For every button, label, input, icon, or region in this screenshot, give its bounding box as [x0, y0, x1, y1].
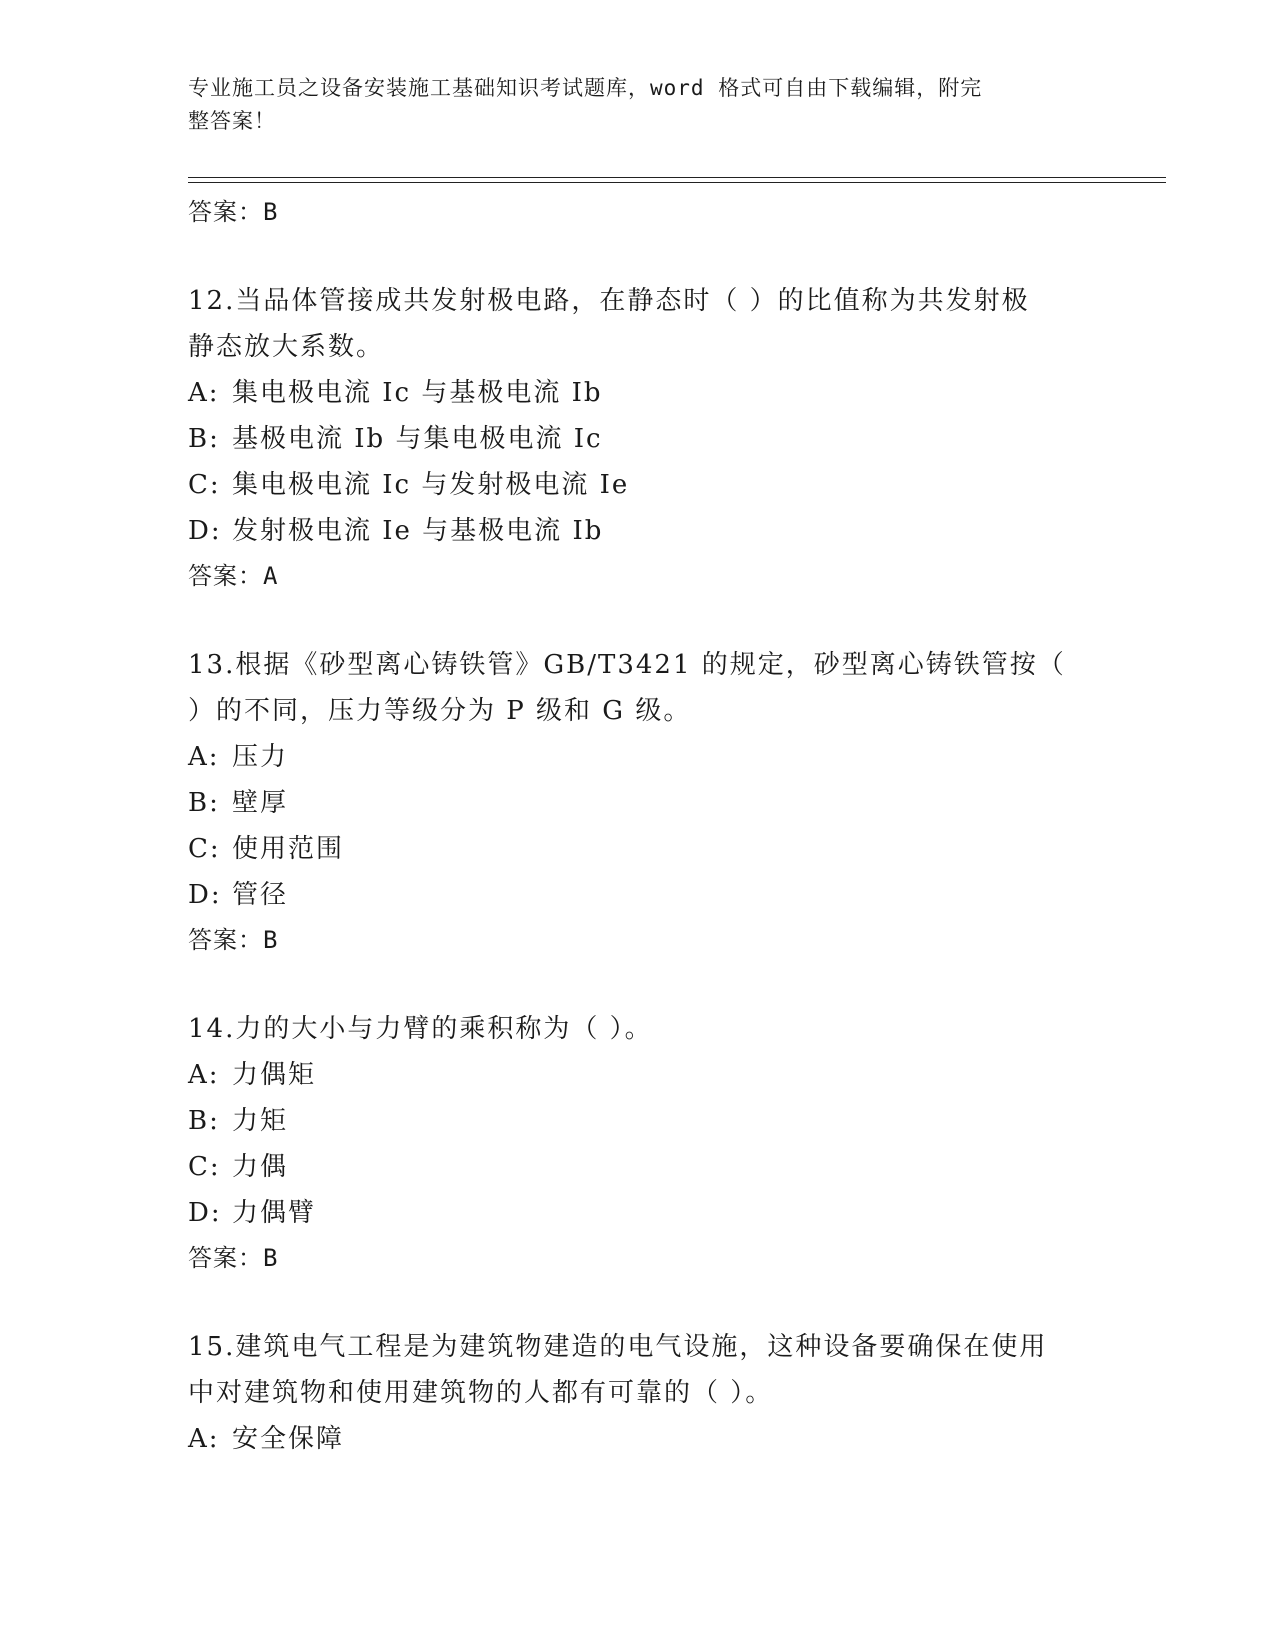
option-item	[188, 1144, 1188, 1190]
question-spacer	[188, 599, 1188, 642]
option-text: 力偶	[232, 1152, 289, 1182]
header-title-line-2: 整答案！	[188, 109, 276, 133]
option-text: 管径	[232, 880, 289, 910]
answer-line: 答案：B	[188, 926, 279, 954]
option-label: A:	[188, 378, 220, 408]
question-block	[188, 642, 1188, 963]
question-stem-line: 14.力的大小与力臂的乘积称为（ ）。	[188, 1014, 653, 1044]
question-stem-line: 12.当品体管接成共发射极电路，在静态时（ ）的比值称为共发射极	[188, 286, 1030, 316]
question-spacer	[188, 235, 1188, 278]
option-item	[188, 734, 1188, 780]
option-item	[188, 370, 1188, 416]
option-label: A:	[188, 1424, 220, 1454]
option-item	[188, 416, 1188, 462]
option-text: 使用范围	[232, 834, 345, 864]
option-text: 力偶矩	[232, 1060, 317, 1090]
header-divider-bottom	[188, 182, 1166, 183]
answer-line: 答案：A	[188, 562, 279, 590]
option-item	[188, 1416, 1188, 1462]
option-item	[188, 826, 1188, 872]
answer-line: 答案：B	[188, 198, 279, 226]
document-header	[188, 72, 1068, 138]
question-stem-line: 15.建筑电气工程是为建筑物建造的电气设施，这种设备要确保在使用	[188, 1332, 1048, 1362]
question-list	[188, 190, 1188, 1462]
option-text: 壁厚	[232, 788, 289, 818]
question-spacer	[188, 1281, 1188, 1324]
option-label: D:	[188, 516, 222, 546]
question-stem-line: ）的不同，压力等级分为 P 级和 G 级。	[188, 696, 692, 726]
header-divider-top	[188, 177, 1166, 178]
option-label: A:	[188, 1060, 220, 1090]
option-item	[188, 1098, 1188, 1144]
question-block	[188, 1324, 1188, 1462]
option-label: D:	[188, 880, 222, 910]
question-spacer	[188, 963, 1188, 1006]
option-label: C:	[188, 1152, 221, 1182]
option-text: 集电极电流 Ic 与基极电流 Ib	[232, 378, 603, 408]
option-item	[188, 462, 1188, 508]
question-block	[188, 278, 1188, 599]
question-stem-line: 13.根据《砂型离心铸铁管》GB/T3421 的规定，砂型离心铸铁管按（	[188, 650, 1066, 680]
option-item	[188, 1190, 1188, 1236]
option-text: 力矩	[232, 1106, 289, 1136]
option-label: B:	[188, 424, 220, 454]
question-stem-line: 中对建筑物和使用建筑物的人都有可靠的（ ）。	[188, 1378, 774, 1408]
option-text: 发射极电流 Ie 与基极电流 Ib	[232, 516, 604, 546]
question-block	[188, 1006, 1188, 1281]
option-label: D:	[188, 1198, 222, 1228]
option-text: 压力	[232, 742, 289, 772]
question-stem-line: 静态放大系数。	[188, 332, 385, 362]
option-text: 力偶臂	[232, 1198, 317, 1228]
option-item	[188, 508, 1188, 554]
option-label: A:	[188, 742, 220, 772]
option-label: B:	[188, 788, 220, 818]
option-text: 基极电流 Ib 与集电极电流 Ic	[232, 424, 603, 454]
option-label: C:	[188, 470, 221, 500]
header-title-line-1: 专业施工员之设备安装施工基础知识考试题库，word 格式可自由下载编辑，附完	[188, 76, 983, 100]
option-label: C:	[188, 834, 221, 864]
option-text: 集电极电流 Ic 与发射极电流 Ie	[232, 470, 630, 500]
option-item	[188, 1052, 1188, 1098]
answer-line: 答案：B	[188, 1244, 279, 1272]
option-label: B:	[188, 1106, 220, 1136]
option-item	[188, 780, 1188, 826]
option-item	[188, 872, 1188, 918]
option-text: 安全保障	[232, 1424, 345, 1454]
